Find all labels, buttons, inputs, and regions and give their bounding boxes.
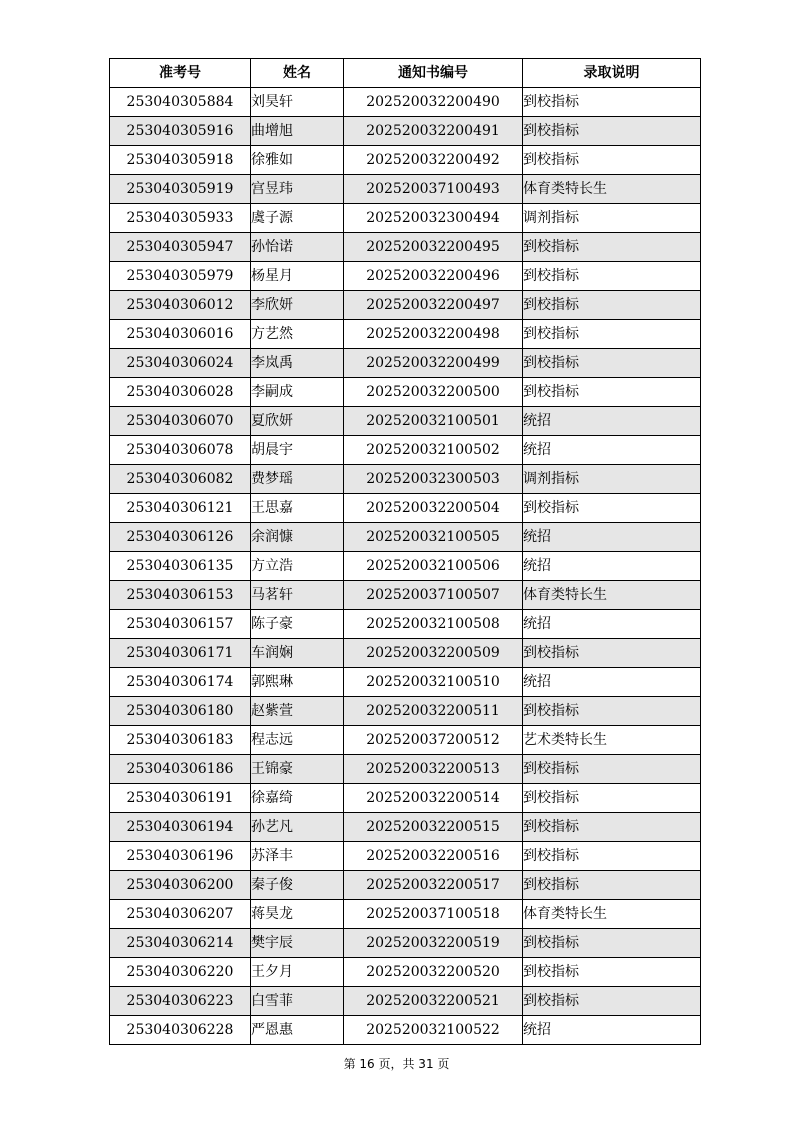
notice-number-cell: 202520037100507 [344, 581, 523, 610]
exam-number-cell: 253040306012 [110, 291, 251, 320]
notice-number-cell: 202520032200511 [344, 697, 523, 726]
student-name-cell: 樊宇辰 [251, 929, 344, 958]
admission-note-cell: 调剂指标 [523, 204, 701, 233]
admission-note-cell: 到校指标 [523, 494, 701, 523]
admission-note-cell: 到校指标 [523, 378, 701, 407]
table-row [110, 146, 701, 175]
student-name-cell: 赵紫萱 [251, 697, 344, 726]
notice-number-cell: 202520032200516 [344, 842, 523, 871]
exam-number-cell: 253040306174 [110, 668, 251, 697]
notice-number-cell: 202520032200498 [344, 320, 523, 349]
table-row [110, 726, 701, 755]
table-row [110, 958, 701, 987]
exam-number-cell: 253040306207 [110, 900, 251, 929]
table-header-row [110, 59, 701, 88]
exam-number-cell: 253040306016 [110, 320, 251, 349]
student-name-cell: 方艺然 [251, 320, 344, 349]
exam-number-cell: 253040305947 [110, 233, 251, 262]
admission-note-cell: 统招 [523, 668, 701, 697]
exam-number-cell: 253040305933 [110, 204, 251, 233]
table-row [110, 900, 701, 929]
student-name-cell: 孙艺凡 [251, 813, 344, 842]
exam-number-cell: 253040306153 [110, 581, 251, 610]
table-row [110, 233, 701, 262]
student-name-cell: 王思嘉 [251, 494, 344, 523]
exam-number-cell: 253040306180 [110, 697, 251, 726]
table-row [110, 755, 701, 784]
notice-number-cell: 202520032200514 [344, 784, 523, 813]
table-row [110, 117, 701, 146]
table-row [110, 871, 701, 900]
student-name-cell: 方立浩 [251, 552, 344, 581]
notice-number-cell: 202520032100501 [344, 407, 523, 436]
exam-number-cell: 253040306121 [110, 494, 251, 523]
exam-number-cell: 253040306186 [110, 755, 251, 784]
student-name-cell: 郭熙琳 [251, 668, 344, 697]
table-row [110, 494, 701, 523]
exam-number-cell: 253040306183 [110, 726, 251, 755]
admission-note-cell: 到校指标 [523, 987, 701, 1016]
admission-note-cell: 统招 [523, 610, 701, 639]
table-row [110, 262, 701, 291]
notice-number-cell: 202520032100506 [344, 552, 523, 581]
student-name-cell: 胡晨宇 [251, 436, 344, 465]
admission-note-cell: 到校指标 [523, 958, 701, 987]
table-row [110, 436, 701, 465]
notice-number-cell: 202520032200509 [344, 639, 523, 668]
admission-note-cell: 体育类特长生 [523, 900, 701, 929]
notice-number-cell: 202520032200499 [344, 349, 523, 378]
table-row [110, 581, 701, 610]
admission-note-cell: 到校指标 [523, 320, 701, 349]
exam-number-cell: 253040306194 [110, 813, 251, 842]
notice-number-cell: 202520032200520 [344, 958, 523, 987]
exam-number-cell: 253040306082 [110, 465, 251, 494]
admission-note-cell: 到校指标 [523, 842, 701, 871]
admission-note-cell: 到校指标 [523, 262, 701, 291]
student-name-cell: 夏欣妍 [251, 407, 344, 436]
notice-number-cell: 202520032200497 [344, 291, 523, 320]
student-name-cell: 王夕月 [251, 958, 344, 987]
header-exam-number: 准考号 [110, 59, 251, 88]
table-row [110, 639, 701, 668]
student-name-cell: 杨星月 [251, 262, 344, 291]
notice-number-cell: 202520037100518 [344, 900, 523, 929]
table-row [110, 813, 701, 842]
notice-number-cell: 202520032200519 [344, 929, 523, 958]
table-row [110, 349, 701, 378]
notice-number-cell: 202520032200500 [344, 378, 523, 407]
student-name-cell: 李岚禹 [251, 349, 344, 378]
admission-note-cell: 到校指标 [523, 349, 701, 378]
admissions-table [109, 58, 701, 1045]
student-name-cell: 徐嘉绮 [251, 784, 344, 813]
table-row [110, 204, 701, 233]
student-name-cell: 秦子俊 [251, 871, 344, 900]
notice-number-cell: 202520032100502 [344, 436, 523, 465]
exam-number-cell: 253040306070 [110, 407, 251, 436]
table-row [110, 175, 701, 204]
exam-number-cell: 253040306200 [110, 871, 251, 900]
exam-number-cell: 253040306228 [110, 1016, 251, 1045]
notice-number-cell: 202520032200495 [344, 233, 523, 262]
student-name-cell: 蒋昊龙 [251, 900, 344, 929]
notice-number-cell: 202520032100505 [344, 523, 523, 552]
student-name-cell: 余润慷 [251, 523, 344, 552]
student-name-cell: 徐雅如 [251, 146, 344, 175]
header-name: 姓名 [251, 59, 344, 88]
admission-note-cell: 到校指标 [523, 929, 701, 958]
student-name-cell: 刘昊轩 [251, 88, 344, 117]
table-row [110, 407, 701, 436]
student-name-cell: 虞子源 [251, 204, 344, 233]
exam-number-cell: 253040305979 [110, 262, 251, 291]
notice-number-cell: 202520037200512 [344, 726, 523, 755]
table-row [110, 610, 701, 639]
table-row [110, 291, 701, 320]
admission-note-cell: 到校指标 [523, 755, 701, 784]
table-row [110, 697, 701, 726]
admission-note-cell: 到校指标 [523, 233, 701, 262]
exam-number-cell: 253040305884 [110, 88, 251, 117]
page-footer: 第 16 页，共 31 页 [343, 1057, 450, 1071]
exam-number-cell: 253040306028 [110, 378, 251, 407]
table-row [110, 465, 701, 494]
admission-note-cell: 统招 [523, 436, 701, 465]
student-name-cell: 白雪菲 [251, 987, 344, 1016]
table-row [110, 378, 701, 407]
table-row [110, 842, 701, 871]
student-name-cell: 李欣妍 [251, 291, 344, 320]
admission-note-cell: 统招 [523, 523, 701, 552]
admission-note-cell: 统招 [523, 1016, 701, 1045]
notice-number-cell: 202520032200492 [344, 146, 523, 175]
admission-note-cell: 到校指标 [523, 784, 701, 813]
notice-number-cell: 202520032200490 [344, 88, 523, 117]
exam-number-cell: 253040305918 [110, 146, 251, 175]
student-name-cell: 苏泽丰 [251, 842, 344, 871]
notice-number-cell: 202520032200521 [344, 987, 523, 1016]
exam-number-cell: 253040306196 [110, 842, 251, 871]
table-row [110, 668, 701, 697]
table-row [110, 929, 701, 958]
student-name-cell: 马茗轩 [251, 581, 344, 610]
notice-number-cell: 202520032200517 [344, 871, 523, 900]
notice-number-cell: 202520032100510 [344, 668, 523, 697]
table-row [110, 88, 701, 117]
admission-note-cell: 到校指标 [523, 291, 701, 320]
header-admission-note: 录取说明 [523, 59, 701, 88]
exam-number-cell: 253040306223 [110, 987, 251, 1016]
admission-note-cell: 统招 [523, 407, 701, 436]
exam-number-cell: 253040306135 [110, 552, 251, 581]
admission-note-cell: 到校指标 [523, 88, 701, 117]
admission-note-cell: 体育类特长生 [523, 175, 701, 204]
notice-number-cell: 202520032300494 [344, 204, 523, 233]
student-name-cell: 陈子豪 [251, 610, 344, 639]
admission-note-cell: 到校指标 [523, 639, 701, 668]
notice-number-cell: 202520032200515 [344, 813, 523, 842]
exam-number-cell: 253040306171 [110, 639, 251, 668]
notice-number-cell: 202520032200504 [344, 494, 523, 523]
student-name-cell: 李嗣成 [251, 378, 344, 407]
table-row [110, 987, 701, 1016]
exam-number-cell: 253040306078 [110, 436, 251, 465]
student-name-cell: 王锦豪 [251, 755, 344, 784]
exam-number-cell: 253040306024 [110, 349, 251, 378]
student-name-cell: 曲增旭 [251, 117, 344, 146]
admission-note-cell: 统招 [523, 552, 701, 581]
table-row [110, 552, 701, 581]
table-row [110, 320, 701, 349]
admission-note-cell: 调剂指标 [523, 465, 701, 494]
exam-number-cell: 253040306214 [110, 929, 251, 958]
student-name-cell: 程志远 [251, 726, 344, 755]
exam-number-cell: 253040306157 [110, 610, 251, 639]
student-name-cell: 宫昱玮 [251, 175, 344, 204]
notice-number-cell: 202520032200491 [344, 117, 523, 146]
exam-number-cell: 253040306220 [110, 958, 251, 987]
table-row [110, 784, 701, 813]
exam-number-cell: 253040306126 [110, 523, 251, 552]
admission-note-cell: 艺术类特长生 [523, 726, 701, 755]
header-notice-number: 通知书编号 [344, 59, 523, 88]
exam-number-cell: 253040306191 [110, 784, 251, 813]
student-name-cell: 严恩惠 [251, 1016, 344, 1045]
exam-number-cell: 253040305916 [110, 117, 251, 146]
admission-note-cell: 到校指标 [523, 813, 701, 842]
table-row [110, 523, 701, 552]
student-name-cell: 孙怡诺 [251, 233, 344, 262]
notice-number-cell: 202520032300503 [344, 465, 523, 494]
admission-note-cell: 到校指标 [523, 871, 701, 900]
admission-note-cell: 到校指标 [523, 697, 701, 726]
admission-note-cell: 到校指标 [523, 117, 701, 146]
notice-number-cell: 202520032100522 [344, 1016, 523, 1045]
student-name-cell: 车润娴 [251, 639, 344, 668]
exam-number-cell: 253040305919 [110, 175, 251, 204]
student-name-cell: 费梦瑶 [251, 465, 344, 494]
notice-number-cell: 202520032200496 [344, 262, 523, 291]
notice-number-cell: 202520032200513 [344, 755, 523, 784]
notice-number-cell: 202520037100493 [344, 175, 523, 204]
admission-note-cell: 到校指标 [523, 146, 701, 175]
notice-number-cell: 202520032100508 [344, 610, 523, 639]
table-body [110, 88, 701, 1045]
admission-note-cell: 体育类特长生 [523, 581, 701, 610]
table-row [110, 1016, 701, 1045]
